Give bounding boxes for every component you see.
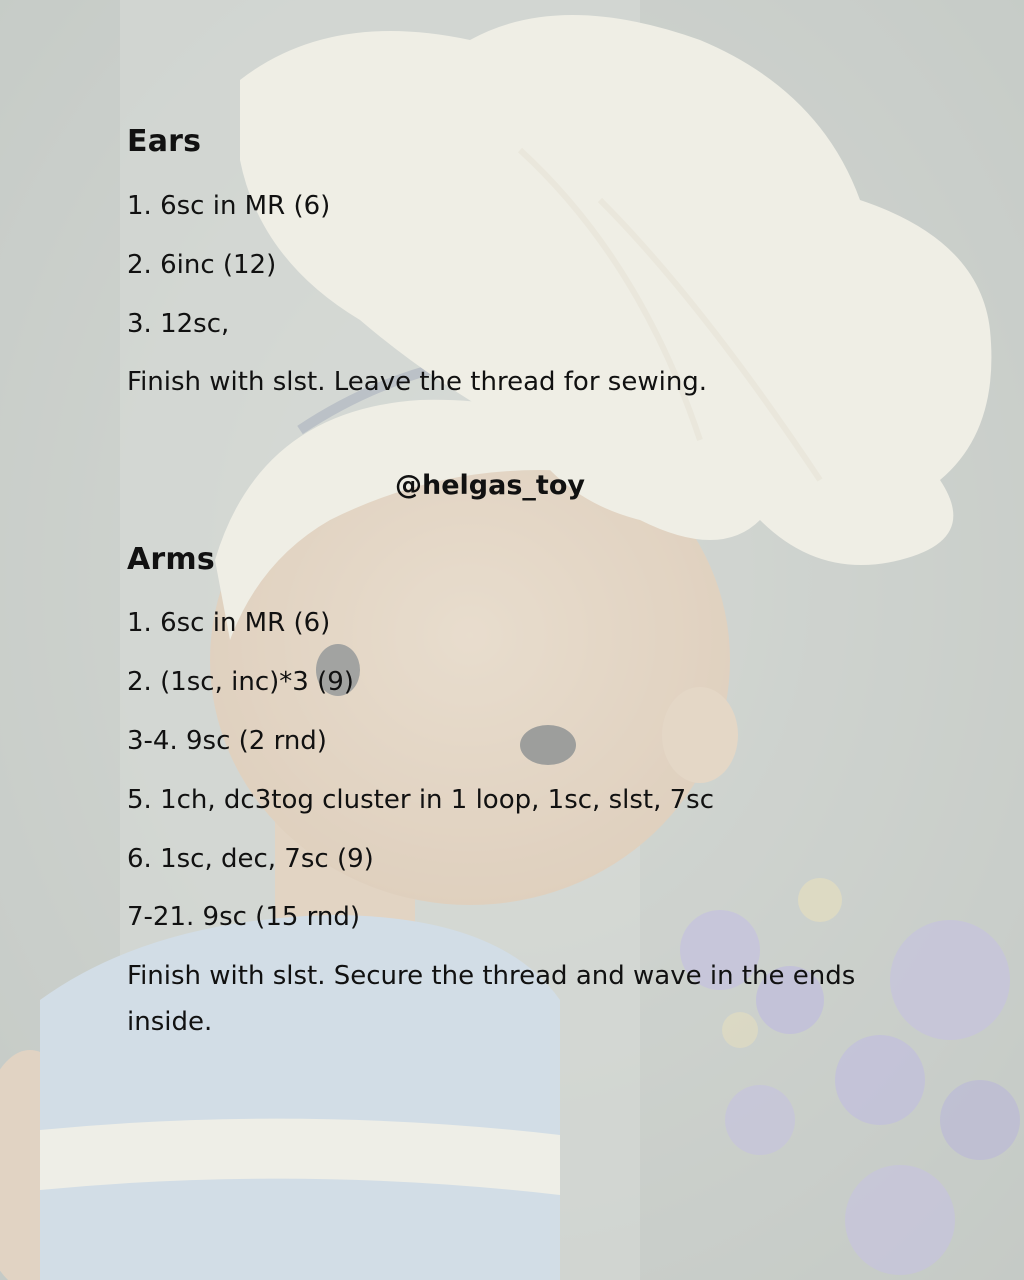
ears-step-3: 3. 12sc,	[127, 309, 230, 339]
arms-step-1: 1. 6sc in MR (6)	[127, 608, 331, 638]
ears-step-1: 1. 6sc in MR (6)	[127, 191, 331, 221]
ears-finish: Finish with slst. Leave the thread for sewing.	[127, 367, 708, 397]
arms-step-2: 2. (1sc, inc)*3 (9)	[127, 667, 354, 697]
arms-step-4: 5. 1ch, dc3tog cluster in 1 loop, 1sc, slst, 7sc	[127, 785, 714, 815]
arms-step-5: 6. 1sc, dec, 7sc (9)	[127, 844, 374, 874]
ears-heading: Ears	[127, 124, 202, 159]
arms-step-3: 3-4. 9sc (2 rnd)	[127, 726, 327, 756]
author-handle: @helgas_toy	[395, 470, 585, 501]
arms-step-6: 7-21. 9sc (15 rnd)	[127, 902, 361, 932]
ears-step-2: 2. 6inc (12)	[127, 250, 277, 280]
arms-heading: Arms	[127, 542, 215, 577]
arms-finish: Finish with slst. Secure the thread and wave in the ends inside.	[127, 961, 856, 1037]
